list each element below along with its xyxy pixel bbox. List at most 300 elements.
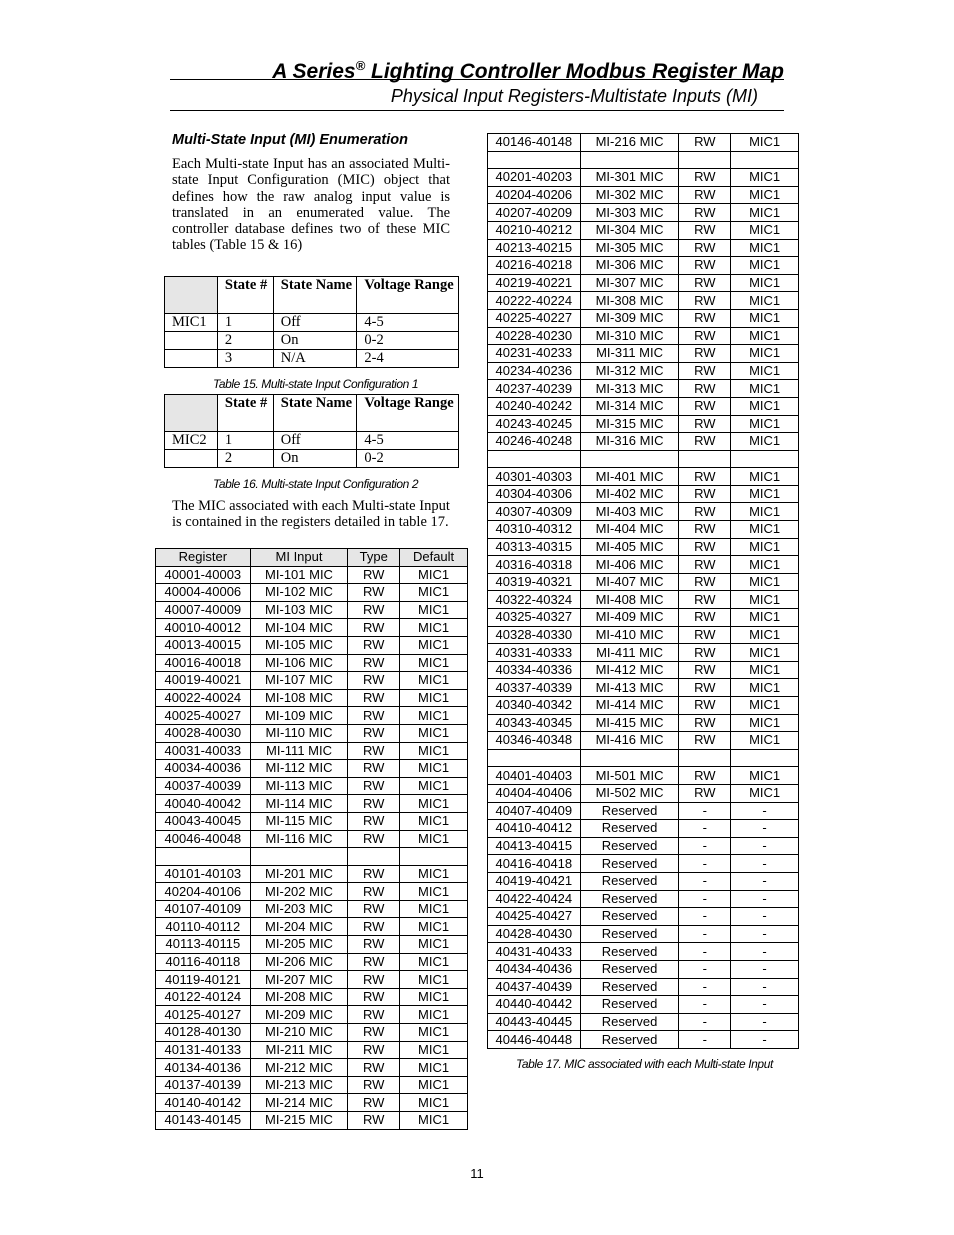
table-cell: MIC1 [400, 865, 468, 883]
table-cell [165, 277, 218, 314]
table-cell: 40228-40230 [488, 327, 581, 345]
table-row [488, 802, 799, 820]
table-row [156, 689, 468, 707]
table-row [488, 573, 799, 591]
table-cell: MIC1 [731, 609, 799, 627]
table-cell: 40137-40139 [156, 1076, 251, 1094]
table-cell: MIC1 [400, 707, 468, 725]
table-cell: - [679, 996, 731, 1014]
table-row [488, 433, 799, 451]
table-cell: - [679, 908, 731, 926]
table-cell: 40210-40212 [488, 221, 581, 239]
table-row [156, 865, 468, 883]
table-row [488, 450, 799, 468]
table-cell: MIC1 [400, 936, 468, 954]
table-cell: MIC1 [731, 591, 799, 609]
table-cell: 40328-40330 [488, 626, 581, 644]
table-cell: RW [348, 566, 400, 584]
table-17-caption: Table 17. MIC associated with each Multi-state Input [516, 1057, 773, 1071]
table-cell: MIC1 [731, 345, 799, 363]
table-cell: RW [679, 309, 731, 327]
table-cell: RW [679, 257, 731, 275]
table-cell: MI-314 MIC [580, 397, 679, 415]
table-cell: RW [348, 1076, 400, 1094]
table-cell: MI-211 MIC [250, 1041, 348, 1059]
section-heading: Multi-State Input (MI) Enumeration [172, 132, 409, 148]
table-cell: - [731, 820, 799, 838]
table-row [488, 609, 799, 627]
table-cell: MIC1 [400, 1094, 468, 1112]
table-cell [580, 151, 679, 169]
table-row [488, 485, 799, 503]
table-cell [488, 450, 581, 468]
table-cell: MI-209 MIC [250, 1006, 348, 1024]
table-cell: MIC1 [400, 742, 468, 760]
table-cell: RW [348, 619, 400, 637]
table-row [156, 830, 468, 848]
table-row [156, 971, 468, 989]
table-cell: MIC1 [400, 1024, 468, 1042]
table-cell: RW [679, 397, 731, 415]
table-cell: 40322-40324 [488, 591, 581, 609]
table-row [156, 777, 468, 795]
table-cell: 40316-40318 [488, 556, 581, 574]
table-cell: MI-305 MIC [580, 239, 679, 257]
table-cell: 40119-40121 [156, 971, 251, 989]
subtitle-rule [170, 110, 784, 111]
table-row [488, 591, 799, 609]
table-cell [731, 151, 799, 169]
table-cell: MI-208 MIC [250, 988, 348, 1006]
table-cell: Reserved [580, 908, 679, 926]
table-cell: MIC1 [400, 636, 468, 654]
table-row [165, 350, 459, 368]
table-cell: MIC1 [731, 714, 799, 732]
table-cell: 40016-40018 [156, 654, 251, 672]
table-cell: RW [348, 1112, 400, 1130]
table-cell: 40407-40409 [488, 802, 581, 820]
table-cell: - [679, 802, 731, 820]
table-cell: MIC1 [400, 566, 468, 584]
table-cell: 40443-40445 [488, 1013, 581, 1031]
table-row [488, 345, 799, 363]
table-cell: 40013-40015 [156, 636, 251, 654]
table-cell: Voltage Range [357, 277, 459, 314]
table-cell: MIC1 [400, 953, 468, 971]
table-cell: MIC1 [400, 601, 468, 619]
table-row [156, 724, 468, 742]
table-cell: 40043-40045 [156, 812, 251, 830]
table-cell: Reserved [580, 996, 679, 1014]
table-cell: 40101-40103 [156, 865, 251, 883]
table-cell: - [679, 820, 731, 838]
table-cell [679, 450, 731, 468]
table-cell: MI-203 MIC [250, 900, 348, 918]
table-cell: 40231-40233 [488, 345, 581, 363]
table-cell: MI-214 MIC [250, 1094, 348, 1112]
page-number: 11 [470, 1166, 484, 1181]
table-cell: 40046-40048 [156, 830, 251, 848]
table-row [488, 186, 799, 204]
table-cell: Voltage Range [357, 395, 459, 432]
table-cell: - [731, 890, 799, 908]
table-cell: 40143-40145 [156, 1112, 251, 1130]
table-row [488, 996, 799, 1014]
table-cell: MIC1 [400, 900, 468, 918]
table-row [488, 960, 799, 978]
table-row [156, 953, 468, 971]
table-cell: RW [679, 661, 731, 679]
table-cell: MI-212 MIC [250, 1059, 348, 1077]
table-row [156, 1024, 468, 1042]
table-cell: RW [348, 654, 400, 672]
table-cell: MIC1 [731, 292, 799, 310]
table-row [488, 697, 799, 715]
table-cell: MIC1 [400, 1041, 468, 1059]
table-cell [165, 395, 218, 432]
table-row [488, 820, 799, 838]
table-cell: 40431-40433 [488, 943, 581, 961]
table-cell: RW [679, 134, 731, 152]
table-row [165, 450, 459, 468]
table-cell: 40204-40106 [156, 883, 251, 901]
table-cell: Reserved [580, 1031, 679, 1049]
table-cell: MI-216 MIC [580, 134, 679, 152]
table-cell: RW [679, 591, 731, 609]
table-cell: - [731, 855, 799, 873]
table-cell: 40122-40124 [156, 988, 251, 1006]
table-cell: - [731, 960, 799, 978]
table-cell: RW [679, 485, 731, 503]
table-cell: Reserved [580, 872, 679, 890]
table-cell: RW [348, 795, 400, 813]
table-cell: 0-2 [357, 450, 459, 468]
table-row [488, 890, 799, 908]
table-cell: MI-316 MIC [580, 433, 679, 451]
table-row [488, 978, 799, 996]
table-cell: MI-315 MIC [580, 415, 679, 433]
table-cell: RW [679, 521, 731, 539]
table-row [156, 584, 468, 602]
table-row [156, 918, 468, 936]
table-cell: 2 [217, 450, 273, 468]
table-cell: 40334-40336 [488, 661, 581, 679]
table-row [488, 151, 799, 169]
table-row [488, 380, 799, 398]
table-row [488, 309, 799, 327]
table-cell: 3 [217, 350, 273, 368]
table-cell: RW [679, 186, 731, 204]
table-cell: 40125-40127 [156, 1006, 251, 1024]
table-cell: - [731, 1031, 799, 1049]
table-cell: MIC1 [400, 883, 468, 901]
table-cell: RW [679, 433, 731, 451]
table-cell: Reserved [580, 1013, 679, 1031]
table-cell: MI-111 MIC [250, 742, 348, 760]
table-cell [679, 151, 731, 169]
table-cell: MI-113 MIC [250, 777, 348, 795]
table-row [156, 672, 468, 690]
table-row [156, 601, 468, 619]
table-row [156, 1059, 468, 1077]
table-cell [731, 450, 799, 468]
table-cell: MIC1 [731, 186, 799, 204]
table-cell: MIC1 [400, 760, 468, 778]
table-cell: 40116-40118 [156, 953, 251, 971]
table-cell: MIC1 [400, 619, 468, 637]
table-cell [165, 450, 218, 468]
table-cell: RW [679, 538, 731, 556]
table-cell: MI-108 MIC [250, 689, 348, 707]
table-cell: RW [348, 601, 400, 619]
table-row [156, 900, 468, 918]
table-cell: MI-306 MIC [580, 257, 679, 275]
table-cell: RW [679, 274, 731, 292]
table-cell: RW [348, 918, 400, 936]
table-cell: 40219-40221 [488, 274, 581, 292]
table-cell: MIC1 [731, 239, 799, 257]
table-cell: RW [679, 573, 731, 591]
table-cell: 40028-40030 [156, 724, 251, 742]
table-16-caption: Table 16. Multi-state Input Configuration 2 [213, 477, 419, 491]
table-17-right [487, 133, 799, 1049]
table-cell: MI-115 MIC [250, 812, 348, 830]
table-cell: RW [348, 883, 400, 901]
table-cell: 2 [217, 332, 273, 350]
table-cell: MI-104 MIC [250, 619, 348, 637]
table-row [156, 654, 468, 672]
table-cell: MIC1 [731, 644, 799, 662]
table-cell: MIC1 [400, 1006, 468, 1024]
table-row [156, 619, 468, 637]
table-cell: MIC1 [731, 309, 799, 327]
table-cell: RW [679, 362, 731, 380]
table-cell: Reserved [580, 960, 679, 978]
table-cell: MIC1 [731, 503, 799, 521]
table-cell: Off [273, 432, 357, 450]
table-cell: MIC1 [731, 767, 799, 785]
table-cell: RW [348, 812, 400, 830]
table-cell: MI-411 MIC [580, 644, 679, 662]
table-cell: - [731, 1013, 799, 1031]
table-cell: MIC1 [400, 672, 468, 690]
table-row [156, 1112, 468, 1130]
table-cell: Register [156, 549, 251, 567]
intro-paragraph: Each Multi-state Input has an associated Multi-state Input Configuration (MIC) object that defines how the raw analog input value is translated in an enumerated value. The controller database defines two of these MIC tables (Table 15 & 16) [172, 156, 450, 254]
table-cell: RW [679, 239, 731, 257]
table-cell: 40310-40312 [488, 521, 581, 539]
table-cell: MI-312 MIC [580, 362, 679, 380]
table-cell: RW [679, 380, 731, 398]
table-cell: - [731, 943, 799, 961]
table-16 [164, 394, 459, 468]
table-row [488, 1031, 799, 1049]
table-cell: RW [348, 953, 400, 971]
table-cell: MI-215 MIC [250, 1112, 348, 1130]
table-cell: MIC1 [731, 661, 799, 679]
table-cell: 40410-40412 [488, 820, 581, 838]
table-cell [250, 848, 348, 866]
table-15 [164, 276, 459, 368]
table-15-caption: Table 15. Multi-state Input Configuration 1 [213, 377, 419, 391]
table-cell: MI-404 MIC [580, 521, 679, 539]
table-cell [679, 749, 731, 767]
table-cell: 4-5 [357, 314, 459, 332]
table-cell [580, 450, 679, 468]
table-cell: RW [348, 971, 400, 989]
table-cell: Reserved [580, 978, 679, 996]
table-cell: MI-414 MIC [580, 697, 679, 715]
table-cell: - [679, 837, 731, 855]
table-cell: Reserved [580, 820, 679, 838]
table-cell [348, 848, 400, 866]
table-cell: MIC1 [731, 573, 799, 591]
table-cell: MI-101 MIC [250, 566, 348, 584]
table-cell: 40319-40321 [488, 573, 581, 591]
table-17-intro: The MIC associated with each Multi-state Input is contained in the registers detailed in table 17. [172, 498, 450, 531]
table-cell: 40325-40327 [488, 609, 581, 627]
table-row [165, 332, 459, 350]
table-cell: - [679, 890, 731, 908]
table-cell: 40031-40033 [156, 742, 251, 760]
table-cell: MIC1 [731, 784, 799, 802]
table-cell: MIC1 [731, 732, 799, 750]
table-cell [400, 848, 468, 866]
table-cell: MIC1 [400, 724, 468, 742]
table-cell: 40113-40115 [156, 936, 251, 954]
table-cell: Reserved [580, 925, 679, 943]
table-row [156, 760, 468, 778]
table-cell: 40346-40348 [488, 732, 581, 750]
table-cell: MIC1 [400, 918, 468, 936]
table-row [156, 1076, 468, 1094]
table-cell: 40134-40136 [156, 1059, 251, 1077]
table-cell: 40019-40021 [156, 672, 251, 690]
table-cell: RW [348, 936, 400, 954]
table-cell: MIC1 [731, 485, 799, 503]
table-cell: - [679, 855, 731, 873]
table-cell: RW [348, 636, 400, 654]
table-cell [580, 749, 679, 767]
table-cell [731, 749, 799, 767]
table-cell: 40110-40112 [156, 918, 251, 936]
table-cell: RW [348, 707, 400, 725]
table-cell: RW [348, 689, 400, 707]
table-cell: MIC1 [731, 204, 799, 222]
table-row [488, 925, 799, 943]
table-cell: 40437-40439 [488, 978, 581, 996]
table-row [156, 707, 468, 725]
table-cell: MI-303 MIC [580, 204, 679, 222]
table-cell: MIC1 [731, 327, 799, 345]
page-title: A Series® Lighting Controller Modbus Register Map [272, 58, 784, 83]
table-cell: MI-204 MIC [250, 918, 348, 936]
table-row [488, 784, 799, 802]
table-cell [488, 749, 581, 767]
table-cell: RW [348, 584, 400, 602]
table-cell: MI-311 MIC [580, 345, 679, 363]
table-cell: MIC1 [400, 1076, 468, 1094]
table-row [488, 749, 799, 767]
table-row [156, 848, 468, 866]
table-17-left [155, 548, 468, 1130]
table-row [488, 204, 799, 222]
table-row [156, 795, 468, 813]
table-cell: RW [679, 468, 731, 486]
table-row [488, 169, 799, 187]
table-cell: MI-501 MIC [580, 767, 679, 785]
table-cell: MIC1 [731, 257, 799, 275]
table-row [488, 661, 799, 679]
table-row [156, 636, 468, 654]
table-cell: 40204-40206 [488, 186, 581, 204]
table-row [165, 432, 459, 450]
table-cell: RW [679, 644, 731, 662]
table-cell: N/A [273, 350, 357, 368]
table-cell: MIC1 [400, 830, 468, 848]
table-cell: 40404-40406 [488, 784, 581, 802]
table-cell: MI-106 MIC [250, 654, 348, 672]
table-cell: 40301-40303 [488, 468, 581, 486]
table-cell: MI-213 MIC [250, 1076, 348, 1094]
table-cell: Reserved [580, 890, 679, 908]
table-cell: RW [348, 1041, 400, 1059]
table-row [156, 742, 468, 760]
table-cell: 40313-40315 [488, 538, 581, 556]
table-cell: State # [217, 395, 273, 432]
table-cell: MI-407 MIC [580, 573, 679, 591]
table-cell: - [731, 996, 799, 1014]
table-cell: 40234-40236 [488, 362, 581, 380]
table-cell: - [731, 837, 799, 855]
table-cell: 40216-40218 [488, 257, 581, 275]
table-cell: MI-416 MIC [580, 732, 679, 750]
table-header-row [156, 549, 468, 567]
table-cell: 40419-40421 [488, 872, 581, 890]
table-cell: MIC1 [731, 221, 799, 239]
table-cell: RW [679, 732, 731, 750]
table-cell: MIC1 [731, 679, 799, 697]
table-cell: MI-116 MIC [250, 830, 348, 848]
table-cell: 40343-40345 [488, 714, 581, 732]
table-cell: MI-205 MIC [250, 936, 348, 954]
table-cell: Reserved [580, 802, 679, 820]
table-row [488, 521, 799, 539]
table-row [488, 362, 799, 380]
table-cell: MIC1 [731, 415, 799, 433]
table-cell: 40025-40027 [156, 707, 251, 725]
table-cell: MIC1 [731, 626, 799, 644]
table-row [488, 292, 799, 310]
table-cell: 40131-40133 [156, 1041, 251, 1059]
table-cell: RW [348, 830, 400, 848]
table-cell: MI-206 MIC [250, 953, 348, 971]
table-cell: 40434-40436 [488, 960, 581, 978]
table-cell: Off [273, 314, 357, 332]
table-row [488, 908, 799, 926]
table-cell: - [679, 1031, 731, 1049]
table-cell: 40037-40039 [156, 777, 251, 795]
table-row [488, 134, 799, 152]
table-cell: 40337-40339 [488, 679, 581, 697]
table-cell: 2-4 [357, 350, 459, 368]
table-cell: MIC1 [400, 689, 468, 707]
table-cell: MI-102 MIC [250, 584, 348, 602]
table-cell: RW [348, 1024, 400, 1042]
table-cell: Reserved [580, 943, 679, 961]
table-cell: - [679, 960, 731, 978]
table-cell: MIC1 [165, 314, 218, 332]
